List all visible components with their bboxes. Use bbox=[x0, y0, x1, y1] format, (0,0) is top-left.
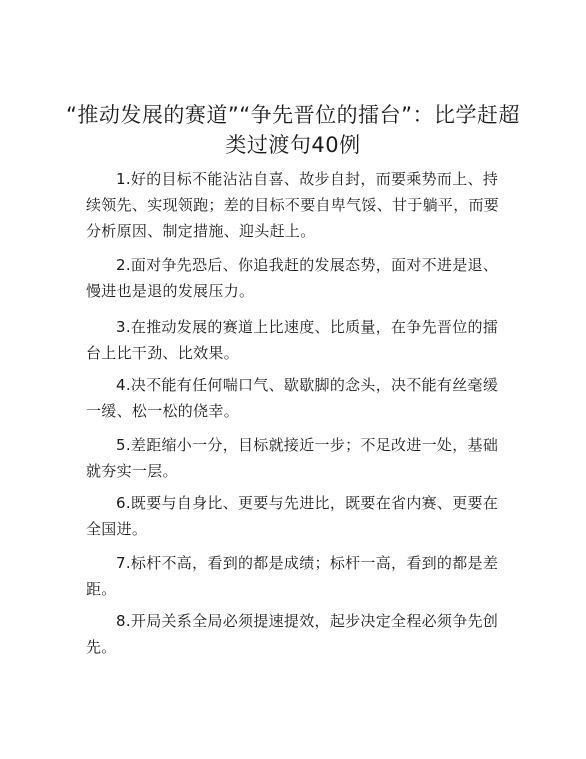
list-item-1: 1.好的目标不能沾沾自喜、故步自封，而要乘势而上、持续领先、实现领跑；差的目标不要自卑气馁、甘于躺平，而要分析原因、制定措施、迎头赶上。 bbox=[86, 170, 500, 240]
list-item-7: 7.标杆不高，看到的都是成绩；标杆一高，看到的都是差距。 bbox=[86, 554, 499, 598]
list-item-2: 2.面对争先恐后、你追我赶的发展态势，面对不进是退、慢进也是退的发展压力。 bbox=[86, 256, 499, 300]
list-item-8: 8.开局关系全局必须提速提效，起步决定全程必须争先创先。 bbox=[86, 612, 499, 656]
list-item-4: 4.决不能有任何喘口气、歇歇脚的念头，决不能有丝毫缓一缓、松一松的侥幸。 bbox=[86, 376, 499, 420]
list-item-6: 6.既要与自身比、更要与先进比，既要在省内赛、更要在全国进。 bbox=[86, 494, 499, 538]
document-title: “推动发展的赛道”“争先晋位的擂台”：比学赶超类过渡句40例 bbox=[65, 103, 521, 157]
list-item-5: 5.差距缩小一分，目标就接近一步；不足改进一处，基础就夯实一层。 bbox=[86, 436, 499, 480]
list-item-3: 3.在推动发展的赛道上比速度、比质量，在争先晋位的擂台上比干劲、比效果。 bbox=[86, 318, 499, 362]
